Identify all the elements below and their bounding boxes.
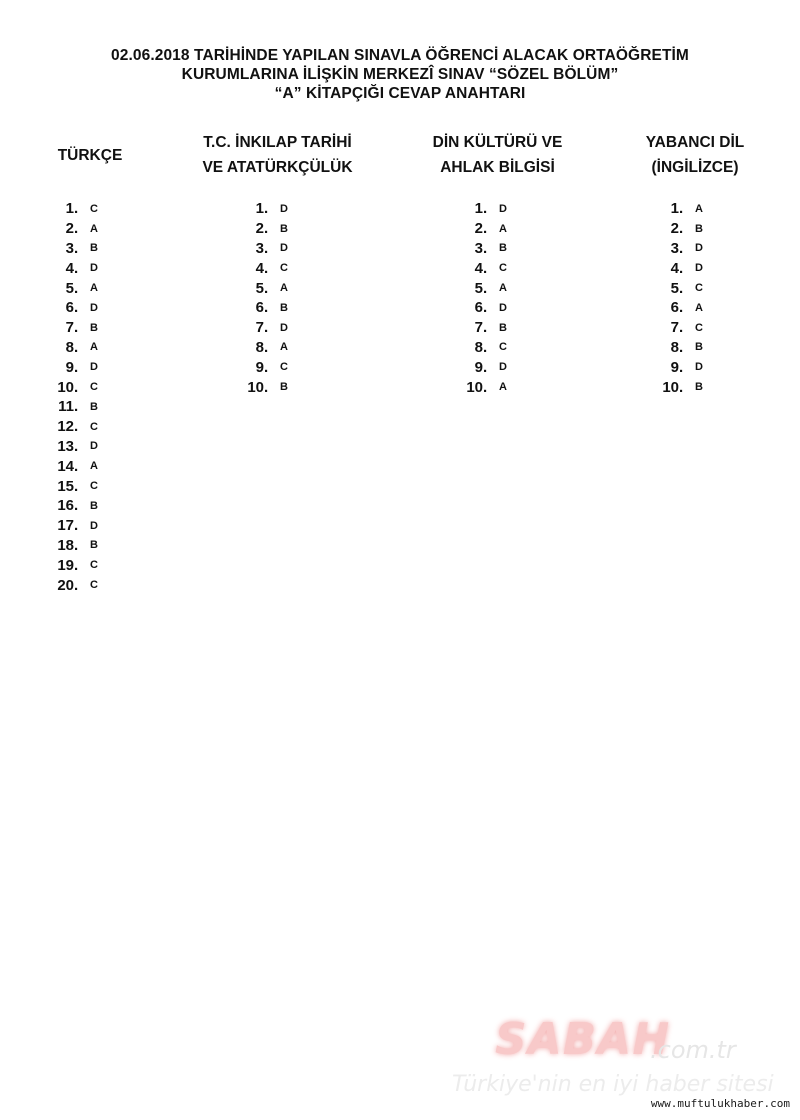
- document-title: [0, 46, 800, 103]
- answer-row: [455, 278, 507, 298]
- number-dot: .: [483, 338, 488, 356]
- number-dot: .: [483, 358, 488, 376]
- number-dot: .: [74, 259, 79, 277]
- section-heading-line: TÜRKÇE: [57, 147, 123, 164]
- number-dot: .: [264, 299, 269, 317]
- number-dot: .: [74, 200, 79, 218]
- answer-letter: A: [695, 301, 704, 314]
- answer-row: [651, 239, 703, 259]
- question-number: 7: [474, 319, 483, 337]
- number-dot: .: [264, 279, 269, 297]
- number-dot: .: [74, 556, 79, 574]
- number-dot: .: [74, 319, 79, 337]
- answer-letter: A: [499, 222, 508, 235]
- answer-row: [46, 318, 98, 338]
- answer-letter: B: [90, 400, 99, 413]
- number-dot: .: [74, 576, 79, 594]
- answer-row: [46, 555, 98, 575]
- number-dot: .: [74, 477, 79, 495]
- question-number: 2: [474, 220, 483, 238]
- answer-letter: A: [695, 202, 704, 215]
- answer-letter: B: [280, 381, 289, 394]
- answer-letter: A: [499, 381, 508, 394]
- number-dot: .: [74, 378, 79, 396]
- answer-letter: D: [695, 262, 704, 275]
- question-number: 4: [255, 259, 264, 277]
- answer-letter: D: [499, 301, 508, 314]
- answer-row: [455, 357, 507, 377]
- answer-letter: A: [90, 341, 99, 354]
- question-number: 11: [58, 398, 74, 416]
- answer-row: [455, 239, 507, 259]
- answer-list-yabanci-dil: [651, 199, 703, 397]
- answer-letter: D: [280, 242, 289, 255]
- section-heading-yabanci-dil: [610, 130, 780, 180]
- answer-letter: C: [90, 381, 99, 394]
- number-dot: .: [483, 299, 488, 317]
- answer-letter: D: [695, 361, 704, 374]
- number-dot: .: [74, 437, 79, 455]
- question-number: 10: [247, 378, 264, 396]
- answer-letter: C: [280, 361, 289, 374]
- answer-row: [46, 357, 98, 377]
- answer-row: [46, 456, 98, 476]
- number-dot: .: [264, 378, 269, 396]
- number-dot: .: [679, 279, 684, 297]
- number-dot: .: [679, 200, 684, 218]
- number-dot: .: [483, 220, 488, 238]
- answer-letter: D: [499, 202, 508, 215]
- question-number: 18: [57, 536, 74, 554]
- question-number: 6: [65, 299, 74, 317]
- question-number: 3: [670, 239, 679, 257]
- number-dot: .: [483, 259, 488, 277]
- section-heading-line: AHLAK BİLGİSİ: [440, 159, 555, 176]
- answer-row: [651, 219, 703, 239]
- question-number: 3: [255, 239, 264, 257]
- number-dot: .: [74, 358, 79, 376]
- question-number: 13: [57, 437, 74, 455]
- answer-letter: C: [695, 321, 704, 334]
- title-line-2: KURUMLARINA İLİŞKİN MERKEZÎ SINAV “SÖZEL BÖLÜM”: [181, 66, 619, 83]
- number-dot: .: [679, 378, 684, 396]
- answer-letter: A: [90, 460, 99, 473]
- number-dot: .: [74, 239, 79, 257]
- section-heading-line: T.C. İNKILAP TARİHİ: [203, 134, 352, 151]
- answer-letter: D: [90, 361, 99, 374]
- answer-row: [46, 397, 98, 417]
- answer-row: [236, 219, 288, 239]
- answer-row: [236, 338, 288, 358]
- number-dot: .: [679, 358, 684, 376]
- title-line-1: 02.06.2018 TARİHİNDE YAPILAN SINAVLA ÖĞRENCİ ALACAK ORTAÖĞRETİM: [111, 47, 689, 64]
- question-number: 5: [255, 279, 264, 297]
- answer-row: [455, 377, 507, 397]
- number-dot: .: [679, 259, 684, 277]
- answer-letter: A: [90, 282, 99, 295]
- number-dot: .: [264, 239, 269, 257]
- number-dot: .: [264, 358, 269, 376]
- answer-row: [455, 318, 507, 338]
- number-dot: .: [264, 220, 269, 238]
- question-number: 1: [255, 200, 264, 218]
- answer-letter: C: [90, 202, 99, 215]
- answer-letter: A: [499, 282, 508, 295]
- question-number: 1: [670, 200, 679, 218]
- answer-letter: B: [695, 222, 704, 235]
- answer-row: [46, 536, 98, 556]
- answer-row: [46, 338, 98, 358]
- question-number: 2: [670, 220, 679, 238]
- question-number: 8: [255, 338, 264, 356]
- answer-letter: C: [499, 262, 508, 275]
- watermark-tagline: Türkiye'nin en iyi haber sitesi: [452, 1072, 774, 1097]
- number-dot: .: [483, 378, 488, 396]
- answer-row: [46, 298, 98, 318]
- answer-letter: C: [280, 262, 289, 275]
- answer-letter: D: [90, 301, 99, 314]
- answer-letter: B: [90, 499, 99, 512]
- question-number: 3: [65, 239, 74, 257]
- answer-letter: B: [280, 222, 289, 235]
- answer-letter: C: [90, 420, 99, 433]
- answer-row: [46, 496, 98, 516]
- number-dot: .: [74, 536, 79, 554]
- number-dot: .: [483, 200, 488, 218]
- question-number: 3: [474, 239, 483, 257]
- question-number: 9: [65, 358, 74, 376]
- answer-letter: D: [280, 321, 289, 334]
- answer-letter: B: [280, 301, 289, 314]
- answer-row: [236, 278, 288, 298]
- title-line-3: “A” KİTAPÇIĞI CEVAP ANAHTARI: [274, 85, 526, 102]
- question-number: 1: [474, 200, 483, 218]
- number-dot: .: [679, 239, 684, 257]
- question-number: 10: [466, 378, 483, 396]
- question-number: 9: [255, 358, 264, 376]
- question-number: 5: [474, 279, 483, 297]
- answer-letter: B: [695, 341, 704, 354]
- number-dot: .: [483, 239, 488, 257]
- answer-row: [651, 298, 703, 318]
- answer-row: [651, 318, 703, 338]
- number-dot: .: [264, 259, 269, 277]
- number-dot: .: [264, 200, 269, 218]
- number-dot: .: [679, 338, 684, 356]
- question-number: 8: [670, 338, 679, 356]
- answer-list-inkilap: [236, 199, 288, 397]
- answer-row: [46, 219, 98, 239]
- answer-letter: D: [499, 361, 508, 374]
- answer-row: [455, 219, 507, 239]
- answer-letter: C: [90, 559, 99, 572]
- number-dot: .: [264, 319, 269, 337]
- number-dot: .: [264, 338, 269, 356]
- question-number: 1: [65, 200, 74, 218]
- answer-row: [236, 199, 288, 219]
- question-number: 4: [474, 259, 483, 277]
- question-number: 8: [65, 338, 74, 356]
- question-number: 20: [57, 576, 74, 594]
- source-label: www.muftulukhaber.com: [650, 1097, 790, 1110]
- section-heading-line: (İNGİLİZCE): [651, 159, 739, 176]
- question-number: 10: [662, 378, 679, 396]
- answer-row: [46, 278, 98, 298]
- question-number: 6: [255, 299, 264, 317]
- question-number: 6: [670, 299, 679, 317]
- answer-row: [455, 338, 507, 358]
- answer-row: [236, 318, 288, 338]
- answer-letter: A: [280, 282, 289, 295]
- answer-row: [651, 357, 703, 377]
- number-dot: .: [74, 517, 79, 535]
- answer-letter: B: [499, 321, 508, 334]
- question-number: 7: [670, 319, 679, 337]
- number-dot: .: [74, 220, 79, 238]
- answer-letter: D: [280, 202, 289, 215]
- answer-row: [455, 258, 507, 278]
- question-number: 8: [474, 338, 483, 356]
- number-dot: .: [74, 398, 79, 416]
- question-number: 4: [65, 259, 74, 277]
- answer-letter: A: [280, 341, 289, 354]
- answer-letter: B: [90, 242, 99, 255]
- number-dot: .: [74, 457, 79, 475]
- number-dot: .: [483, 279, 488, 297]
- answer-row: [651, 278, 703, 298]
- section-heading-inkilap: [170, 130, 385, 180]
- watermark-logo: SABAH: [495, 1014, 671, 1065]
- answer-row: [46, 199, 98, 219]
- section-heading-turkce: [40, 143, 140, 168]
- number-dot: .: [679, 220, 684, 238]
- number-dot: .: [74, 418, 79, 436]
- question-number: 17: [57, 517, 74, 535]
- answer-row: [236, 377, 288, 397]
- answer-letter: B: [90, 539, 99, 552]
- answer-row: [236, 357, 288, 377]
- number-dot: .: [679, 299, 684, 317]
- answer-row: [651, 258, 703, 278]
- answer-row: [455, 199, 507, 219]
- question-number: 16: [57, 497, 74, 515]
- answer-letter: A: [90, 222, 99, 235]
- answer-letter: D: [90, 262, 99, 275]
- question-number: 5: [65, 279, 74, 297]
- question-number: 19: [57, 556, 74, 574]
- answer-row: [236, 258, 288, 278]
- number-dot: .: [74, 338, 79, 356]
- answer-row: [236, 239, 288, 259]
- answer-list-turkce: [46, 199, 98, 595]
- question-number: 6: [474, 299, 483, 317]
- answer-row: [46, 437, 98, 457]
- watermark-domain: .com.tr: [650, 1036, 736, 1064]
- answer-row: [651, 377, 703, 397]
- answer-list-din-kulturu: [455, 199, 507, 397]
- question-number: 15: [57, 477, 74, 495]
- answer-row: [46, 476, 98, 496]
- answer-letter: C: [90, 480, 99, 493]
- question-number: 10: [57, 378, 74, 396]
- answer-letter: B: [695, 381, 704, 394]
- number-dot: .: [679, 319, 684, 337]
- answer-row: [46, 377, 98, 397]
- answer-row: [46, 417, 98, 437]
- question-number: 9: [670, 358, 679, 376]
- answer-letter: B: [499, 242, 508, 255]
- answer-row: [651, 199, 703, 219]
- answer-row: [651, 338, 703, 358]
- section-heading-line: VE ATATÜRKÇÜLÜK: [202, 159, 353, 176]
- question-number: 14: [57, 457, 74, 475]
- answer-row: [46, 516, 98, 536]
- answer-row: [46, 258, 98, 278]
- answer-letter: C: [695, 282, 704, 295]
- question-number: 12: [57, 418, 74, 436]
- answer-letter: D: [90, 519, 99, 532]
- question-number: 7: [65, 319, 74, 337]
- section-heading-line: YABANCI DİL: [645, 134, 745, 151]
- answer-letter: B: [90, 321, 99, 334]
- section-heading-line: DİN KÜLTÜRÜ VE: [432, 134, 563, 151]
- answer-letter: C: [499, 341, 508, 354]
- answer-row: [236, 298, 288, 318]
- question-number: 4: [670, 259, 679, 277]
- answer-letter: D: [90, 440, 99, 453]
- answer-row: [455, 298, 507, 318]
- answer-letter: D: [695, 242, 704, 255]
- number-dot: .: [74, 299, 79, 317]
- section-heading-din-kulturu: [395, 130, 600, 180]
- question-number: 2: [65, 220, 74, 238]
- number-dot: .: [483, 319, 488, 337]
- question-number: 7: [255, 319, 264, 337]
- question-number: 2: [255, 220, 264, 238]
- answer-row: [46, 575, 98, 595]
- answer-letter: C: [90, 579, 99, 592]
- question-number: 9: [474, 358, 483, 376]
- number-dot: .: [74, 279, 79, 297]
- answer-row: [46, 239, 98, 259]
- question-number: 5: [670, 279, 679, 297]
- number-dot: .: [74, 497, 79, 515]
